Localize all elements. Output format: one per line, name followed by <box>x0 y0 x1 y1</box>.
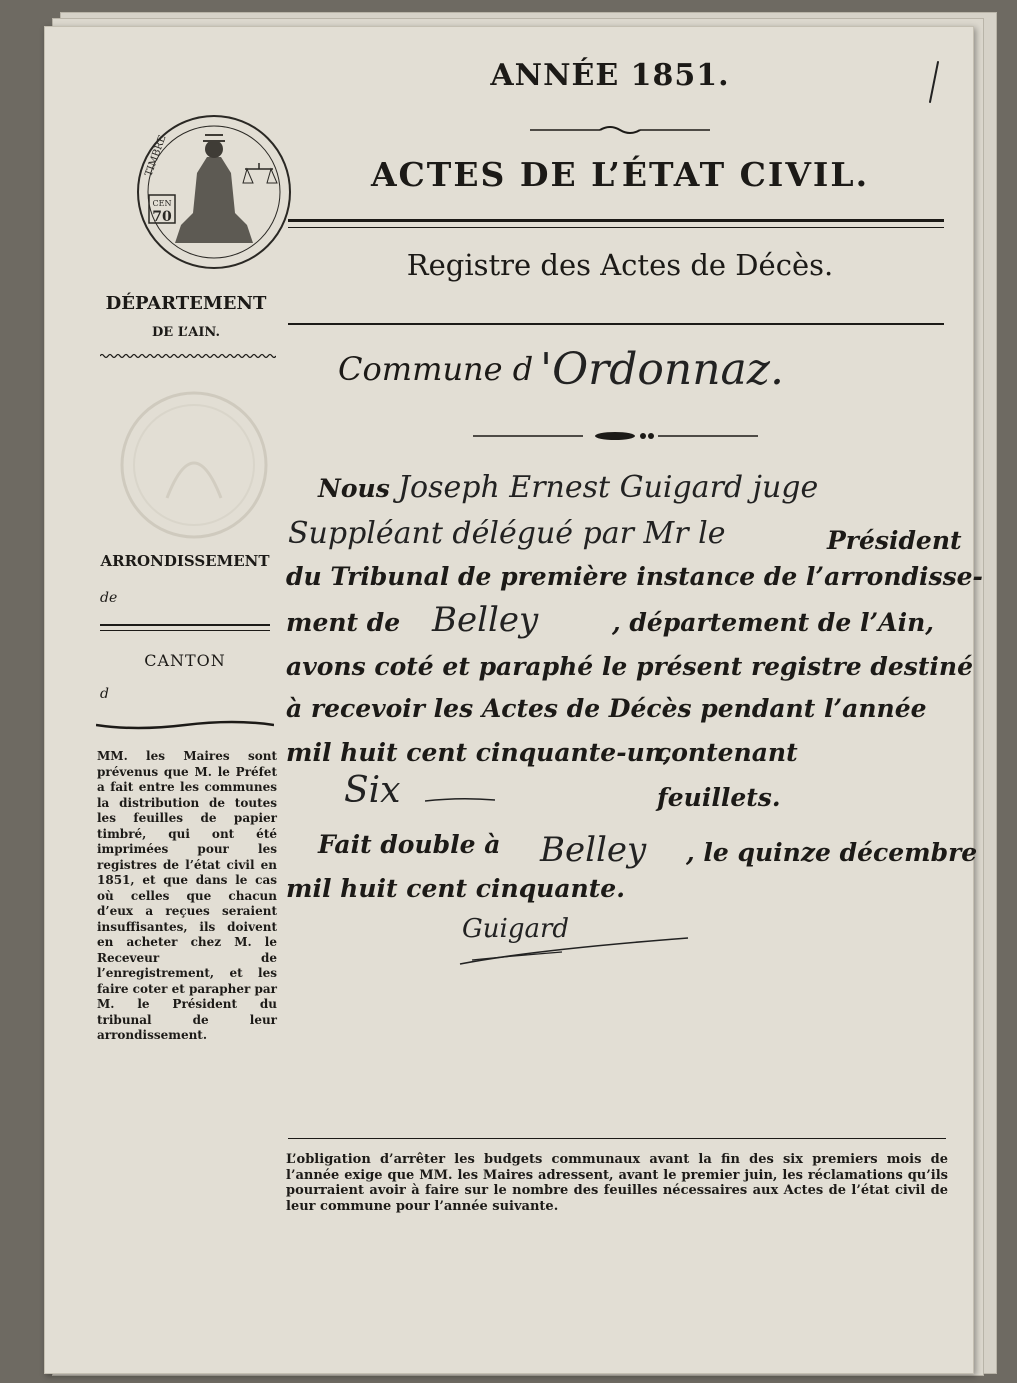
acts-heading: ACTES DE L’ÉTAT CIVIL. <box>370 155 870 194</box>
year-words-line-2: mil huit cent cinquante. <box>286 874 625 903</box>
ment-de-label: ment de <box>286 608 401 637</box>
embossed-seal <box>117 388 272 543</box>
stamp-timbre-label: TIMBRE <box>143 133 169 179</box>
delegate-handwritten: Suppléant délégué par Mr le <box>288 516 726 551</box>
stamp-cent-label: CEN <box>152 199 172 208</box>
departement-label: DÉPARTEMENT <box>105 293 267 314</box>
president-label: Président <box>827 526 962 555</box>
commune-label: Commune d <box>338 350 534 388</box>
canton-d: d <box>100 686 109 702</box>
footnote: L’obligation d’arrêter les budgets communaux avant la fin des six premiers mois de l’année exige que MM. les Maires adressent, avant le premier juin, les réclamations qu’ils pourraient avoir à faire sur le nombre des feuilles nécessaires aux Actes de l’état civil de leur commune pour l’année suivante. <box>286 1152 948 1214</box>
year-heading: ANNÉE 1851. <box>490 58 730 93</box>
ornament-divider <box>96 717 274 733</box>
nous-label: Nous <box>318 474 390 503</box>
departement-ain-line: , département de l’Ain, <box>612 608 934 637</box>
wavy-divider <box>100 352 276 360</box>
fait-double-label: Fait double à <box>318 830 501 859</box>
register-title: Registre des Actes de Décès. <box>406 248 834 282</box>
maires-notice: MM. les Maires sont prévenus que M. le Préfet a fait entre les communes la distribution de toutes les feuilles de papier timbré, qui ont été imprimées pour les registres de l’état civil en 1851, et que dans le cas où celles que chacun d’eux a reçues seraient insuffisantes, ils doivent en acheter chez M. le Receveur de l’enregistrement, et les faire coter et parapher par M. le Président du tribunal de leur arrondissement. <box>97 749 277 1042</box>
commune-handwritten: 'Ordonnaz. <box>540 344 784 395</box>
arrondissement-handwritten: Belley <box>432 600 539 640</box>
signature: Guigard <box>462 914 570 944</box>
judge-name-handwritten: Joseph Ernest Guigard juge <box>398 470 819 505</box>
divider <box>100 630 270 631</box>
fait-place-handwritten: Belley <box>540 830 647 870</box>
departement-name: DE L’AIN. <box>151 325 220 340</box>
recevoir-line: à recevoir les Actes de Décès pendant l’année <box>286 694 927 723</box>
timbre-stamp-seal <box>135 113 293 271</box>
year-words-line: mil huit cent cinquante-un, <box>286 738 672 767</box>
signature-flourish <box>452 930 692 970</box>
divider <box>288 219 944 222</box>
ornament-divider <box>530 122 710 138</box>
divider <box>288 227 944 228</box>
sheet-count-handwritten: Six <box>344 770 401 811</box>
canton-label: CANTON <box>144 651 226 670</box>
contenant-label: contenant <box>656 738 798 767</box>
divider <box>288 323 944 325</box>
page-number <box>918 60 943 106</box>
ornament-divider <box>473 428 758 444</box>
stamp-value: 70 <box>152 209 172 225</box>
divider <box>288 1138 946 1139</box>
date-line: , le quinze décembre <box>686 838 978 867</box>
arrondissement-de: de <box>100 590 118 606</box>
arrondissement-label: ARRONDISSEMENT <box>100 552 270 570</box>
divider <box>100 624 270 626</box>
tribunal-line: du Tribunal de première instance de l’arrondisse- <box>286 562 983 591</box>
feuillets-label: feuillets. <box>657 783 781 812</box>
count-flourish <box>425 795 495 805</box>
avons-line: avons coté et paraphé le présent registre destiné <box>286 652 973 681</box>
